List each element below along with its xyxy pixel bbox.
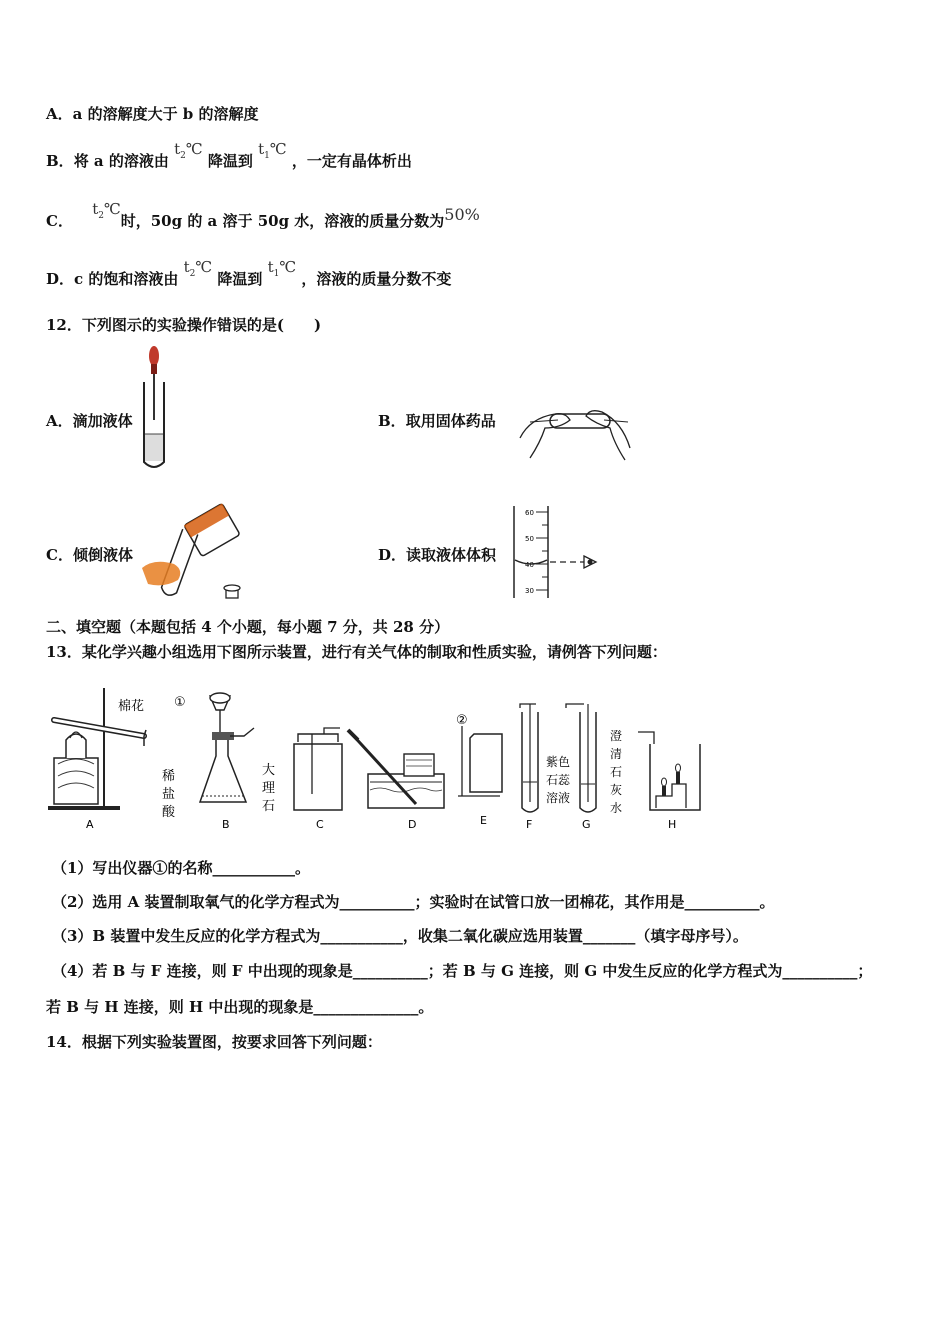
option-12d: D．读取液体体积 [378, 546, 497, 564]
option-11b: B．将 a 的溶液由 $t_2℃$ 降温到 $t_1℃$ ，一定有晶体析出 [46, 140, 412, 170]
svg-text:石: 石 [610, 765, 623, 779]
svg-text:清: 清 [610, 747, 623, 761]
question-13-title: 13．某化学兴趣小组选用下图所示装置，进行有关气体的制取和性质实验，请例答下列问题： [46, 643, 667, 661]
label-f: F [526, 818, 533, 831]
label-g: G [582, 818, 591, 831]
option-11a: A．a 的溶解度大于 b 的溶解度 [46, 105, 259, 123]
apparatus-b [162, 693, 275, 831]
apparatus-d [348, 730, 444, 831]
svg-text:澄: 澄 [610, 729, 623, 743]
solid-drug-hands-figure [510, 398, 640, 466]
tick-50: 50 [525, 535, 534, 543]
option-12c: C．倾倒液体 [46, 546, 133, 564]
tick-40: 40 [525, 561, 534, 569]
measuring-cylinder-figure [508, 502, 618, 602]
label-d: D [408, 818, 417, 831]
svg-text:紫色: 紫色 [546, 755, 571, 769]
svg-text:水: 水 [610, 801, 623, 815]
question-13-part-2: （2）选用 A 装置制取氧气的化学方程式为__________；实验时在试管口放一团棉花，其作用是__________。 [52, 893, 775, 911]
option-12b: B．取用固体药品 [378, 412, 496, 430]
label-b: B [222, 818, 230, 831]
option-12a: A．滴加液体 [46, 412, 133, 430]
apparatus-a [48, 688, 146, 831]
svg-text:酸: 酸 [162, 805, 176, 820]
apparatus-f [520, 704, 571, 831]
apparatus-g [566, 704, 622, 831]
question-13-part-3: （3）B 装置中发生反应的化学方程式为___________，收集二氧化碳应选用装置_______（填字母序号）。 [52, 927, 748, 945]
circle-2-label: ② [456, 713, 468, 728]
question-13-part-4-cont: 若 B 与 H 连接，则 H 中出现的现象是______________。 [46, 998, 434, 1016]
option-11c: C． $t_2℃$时，50g 的 a 溶于 50g 水，溶液的质量分数为50% [46, 200, 480, 230]
gas-apparatus-figure [40, 684, 720, 834]
section-2-title: 二、填空题（本题包括 4 个小题，每小题 7 分，共 28 分） [46, 618, 450, 636]
svg-text:大: 大 [262, 763, 276, 778]
temperature-t2: $t_2℃$ [92, 200, 121, 221]
question-12-title: 12．下列图示的实验操作错误的是( ) [46, 316, 322, 334]
apparatus-e [456, 713, 502, 827]
svg-text:理: 理 [262, 781, 276, 796]
question-13-part-1: （1）写出仪器①的名称___________。 [52, 859, 310, 877]
temperature-t2: $t_2℃$ [174, 140, 203, 161]
temperature-t2: $t_2℃$ [183, 258, 213, 279]
cotton-label: 棉花 [118, 699, 145, 714]
svg-text:石: 石 [262, 799, 276, 814]
question-14-title: 14．根据下列实验装置图，按要求回答下列问题： [46, 1033, 382, 1051]
tick-60: 60 [525, 509, 534, 517]
label-a: A [86, 818, 94, 831]
svg-text:盐: 盐 [162, 787, 176, 802]
question-13-part-4: （4）若 B 与 F 连接，则 F 中出现的现象是__________；若 B 与 G 连接，则 G 中发生反应的化学方程式为__________； [52, 962, 873, 980]
apparatus-c [294, 728, 342, 831]
temperature-t1: $t_1℃$ [267, 258, 297, 279]
temperature-t1: $t_1℃$ [258, 140, 287, 161]
circle-1-label: ① [174, 695, 186, 710]
tick-30: 30 [525, 587, 534, 595]
label-c: C [316, 818, 324, 831]
dropper-test-tube-figure [134, 344, 174, 474]
svg-text:灰: 灰 [610, 783, 623, 797]
pouring-liquid-figure [134, 500, 254, 610]
svg-text:石蕊: 石蕊 [546, 773, 571, 787]
svg-text:稀: 稀 [162, 769, 176, 784]
svg-text:溶液: 溶液 [546, 791, 571, 805]
label-e: E [480, 814, 487, 827]
apparatus-h [638, 732, 700, 831]
label-h: H [668, 818, 677, 831]
option-11d: D．c 的饱和溶液由 $t_2℃$ 降温到 $t_1℃$ ，溶液的质量分数不变 [46, 258, 452, 288]
